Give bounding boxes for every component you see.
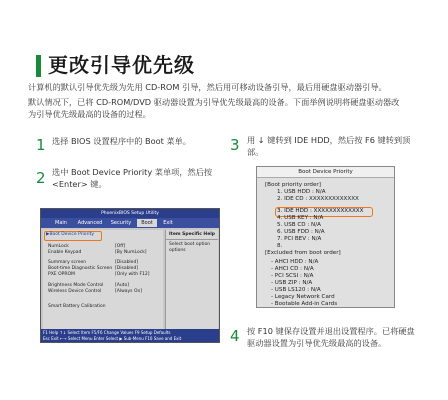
bdp-line-excluded-heading: [Excluded from boot order] [265, 250, 341, 256]
bios-tab-security[interactable]: Security [110, 220, 132, 226]
step-4-line-1: 按 F10 键保存设置并退出设置程序。已将硬盘 [247, 326, 415, 336]
bdp-excluded-5[interactable]: - USB LS120 : N/A [271, 287, 321, 293]
intro-line-1: 计算机的默认引导优先级为先用 CD-ROM 引导，然后用可移动设备引导，最后用硬盘驱动器引导。 [28, 82, 387, 92]
bdp-line-3[interactable]: 3. IDE HDD : XXXXXXXXXXXXX [277, 208, 364, 214]
title-accent-bar [36, 55, 41, 77]
bios-value-numlock: [Off] [115, 244, 126, 249]
bdp-header: Boot Device Priority [257, 167, 394, 178]
bios-item-enable-keypad[interactable]: Enable Keypad [48, 250, 82, 255]
submenu-arrow-icon: ▶ [46, 232, 50, 237]
bdp-excluded-2[interactable]: - AHCI CD : N/A [271, 266, 314, 272]
step-2-number: 2 [36, 169, 46, 187]
bios-item-boot-device-priority[interactable] [46, 232, 94, 238]
step-4-line-2: 驱动器设置为引导优先级最高的设备。 [247, 338, 387, 348]
bios-help-title: Item Specific Help [169, 232, 216, 237]
bdp-excluded-6[interactable]: - Legacy Network Card [271, 294, 335, 300]
bios-tab-exit[interactable]: Exit [163, 220, 173, 226]
bdp-line-6[interactable]: 6. USB FDD : N/A [277, 229, 325, 235]
bios-tab-main[interactable]: Main [55, 220, 67, 226]
intro-line-3: 为引导优先级最高的设备的过程。 [28, 109, 151, 119]
bdp-excluded-7[interactable]: - Bootable Add-in Cards [271, 301, 338, 307]
bdp-line-1[interactable]: 1. USB HDD : N/A [277, 189, 326, 195]
step-2-line-1: 选中 Boot Device Priority 菜单项，然后按 [52, 167, 213, 177]
step-3-number: 3 [230, 136, 240, 154]
bios-help-panel [165, 230, 218, 329]
bios-item-numlock[interactable]: NumLock [48, 244, 69, 249]
bios-value-enable-keypad: [By NumLock] [115, 250, 147, 255]
bdp-excluded-4[interactable]: - USB ZIP : N/A [271, 280, 313, 286]
step-1-number: 1 [36, 136, 46, 154]
bios-item-summary-screen[interactable]: Summary screen [48, 260, 87, 265]
page-title: 更改引导优先级 [48, 53, 195, 77]
bios-help-divider [166, 239, 218, 240]
bios-value-pxe-oprom: [Only with F12] [115, 272, 150, 277]
bios-help-line-2: options [169, 248, 186, 253]
bios-screenshot [40, 208, 220, 343]
bios-item-label: Boot Device Priority [49, 232, 95, 237]
bios-item-pxe-oprom[interactable]: PXE OPROM [48, 272, 75, 277]
intro-line-2: 默认情况下，已将 CD-ROM/DVD 驱动器设置为引导优先级最高的设备。下面举例说明将硬盘驱动器改 [28, 97, 400, 107]
bios-key-legend [41, 329, 219, 342]
bios-legend-line-1: F1 Help ↑↓ Select Item F5/F6 Change Values F9 Setup Defaults [43, 330, 171, 335]
bdp-line-priority-heading: [Boot priority order] [265, 182, 321, 188]
bios-item-smart-battery[interactable]: Smart Battery Calibration [48, 304, 106, 309]
bios-value-wireless-device: [Always On] [115, 289, 143, 294]
bdp-excluded-3[interactable]: - PCI SCSI : N/A [271, 273, 314, 279]
bios-legend-line-2: Esc Exit ←→ Select Menu Enter Select ▶ Sub-Menu F10 Save and Exit [43, 336, 182, 341]
bios-help-line-1: Select boot option [169, 242, 211, 247]
step-3-line-2: 部。 [247, 147, 264, 157]
bdp-line-2[interactable]: 2. IDE CD : XXXXXXXXXXXXX [277, 196, 359, 202]
bdp-line-8[interactable]: 8. [277, 243, 283, 249]
bios-tab-advanced[interactable]: Advanced [77, 220, 103, 226]
step-3-line-1: 用 ↓ 键转到 IDE HDD，然后按 F6 键转到顶 [247, 135, 411, 145]
bios-value-brightness-mode: [Auto] [115, 283, 129, 288]
bios-tab-boot[interactable]: Boot [137, 219, 157, 227]
bios-item-diagnostic-screen[interactable]: Boot-time Diagnostic Screen [48, 266, 113, 271]
bios-value-summary-screen: [Disabled] [115, 260, 139, 265]
step-1-text: 选择 BIOS 设置程序中的 Boot 菜单。 [52, 136, 191, 146]
bdp-excluded-1[interactable]: - AHCI HDD : N/A [271, 259, 319, 265]
boot-device-priority-panel [256, 166, 395, 308]
bios-tab-bar [41, 218, 219, 228]
bios-item-brightness-mode[interactable]: Brightness Mode Control [48, 283, 104, 288]
bios-title: PhoenixBIOS Setup Utility [41, 209, 219, 218]
step-2-line-2: <Enter> 键。 [52, 179, 107, 189]
step-4-number: 4 [230, 327, 240, 345]
bios-value-diagnostic-screen: [Disabled] [115, 266, 139, 271]
bios-menu-panel [43, 230, 163, 329]
bdp-line-5[interactable]: 5. USB CD : N/A [277, 222, 321, 228]
bdp-line-7[interactable]: 7. PCI BEV : N/A [277, 236, 322, 242]
bios-item-wireless-device[interactable]: Wireless Device Control [48, 289, 102, 294]
bdp-line-4[interactable]: 4. USB KEY : N/A [277, 215, 324, 221]
